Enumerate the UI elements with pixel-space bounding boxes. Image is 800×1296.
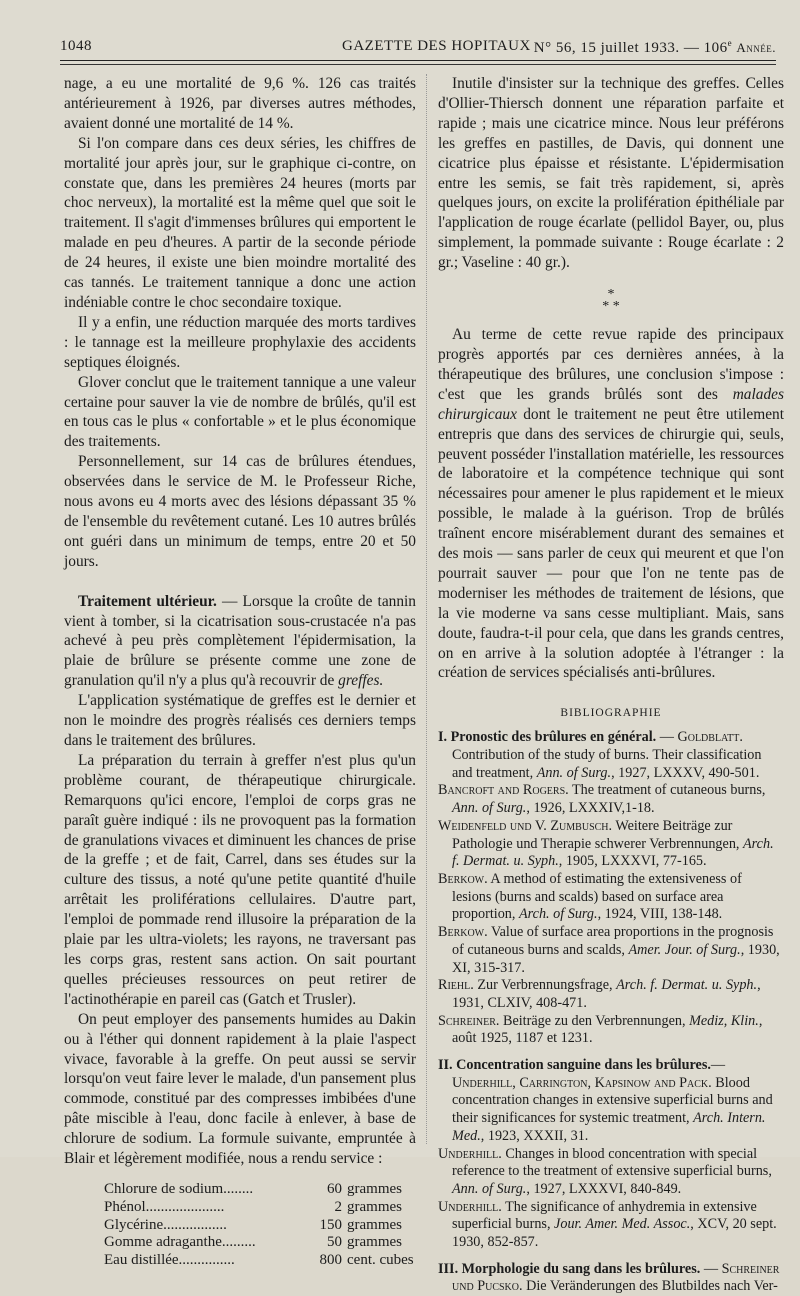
bib-entry	[438, 1057, 784, 1146]
paragraph-italic: malades chirurgicaux	[438, 385, 784, 423]
ingredient: Eau distillée...............	[104, 1252, 235, 1269]
bib-entry	[438, 729, 784, 782]
section-ornament	[438, 289, 784, 313]
issue-text: N° 56, 15 juillet 1933. — 106	[533, 40, 728, 56]
ingredient: Gomme adraganthe.........	[104, 1234, 256, 1251]
bib-entry	[438, 977, 784, 1012]
paragraph: On peut employer des pansements humides au Dakin ou à l'éther qui donnent rapidement à la plaie l'aspect vivace, favorable à la greffe. On peut aussi se servir lorsqu'on veut faire lever le malade, d'un pansement plus commode, constitué par des compresses imbibées d'une pâte miscible à l'eau, donc facile à enlever, à base de chlorure de sodium. La formule suivante, empruntée à Blair et légèrement modifiée, nous a rendu service :	[64, 1010, 416, 1168]
paragraph: Personnellement, sur 14 cas de brûlures étendues, observées dans le service de M. le Professeur Riche, nous avons eu 4 morts avec des lésions dépassant 35 % de l'ensemble du revêtement cutané. Les 10 autres brûlés ont guéri dans un minimum de temps, entre 20 et 50 jours.	[64, 453, 416, 570]
bib-source: Arch. f. Dermat. u. Syph.	[616, 977, 758, 994]
paragraph: L'application systématique de greffes est le dernier et non le moindre des progrès réalisés ces derniers temps dans le traitement des brûlures.	[64, 692, 416, 749]
bib-end: , 1930, XI, 315-317.	[452, 941, 780, 976]
bib-end: , 1927, LXXXV, 490-501.	[611, 764, 760, 781]
ingredient: Glycérine.................	[104, 1216, 227, 1233]
bib-text: The significance of anhydremia in extensive superficial burns,	[452, 1198, 757, 1233]
bib-entry	[438, 1199, 784, 1252]
bib-author: — Goldblatt.	[656, 729, 743, 746]
bib-source: Ann. of Surg.	[452, 1180, 527, 1197]
bib-author: Underhill.	[438, 1198, 502, 1215]
bib-end: , 1923, XXXII, 31.	[480, 1127, 589, 1144]
issue-info	[534, 38, 776, 57]
unit: grammes	[347, 1234, 402, 1251]
bib-entry	[438, 1146, 784, 1199]
bib-source: Arch. f. Dermat. u. Syph.	[452, 835, 774, 870]
paragraph-conclusion	[438, 325, 784, 683]
bib-source: Ann. of Surg.	[536, 764, 612, 781]
quantity: 60	[327, 1180, 342, 1197]
bib-text: Weitere Beiträge zur Pathologie und Therapie schwerer Verbrennungen,	[452, 817, 744, 852]
bib-text: The treatment of cutaneous burns,	[568, 782, 766, 799]
bib-end: , 1927, LXXXVI, 840-849.	[526, 1180, 682, 1197]
recipe-row	[104, 1234, 414, 1252]
bib-entry	[438, 782, 784, 817]
bib-text: A method of estimating the extensiveness of lesions (burns and scalds) based on surface area proportion,	[452, 871, 742, 923]
bib-text: Value of surface area proportions in the prognosis of cutaneous burns and scalds,	[452, 924, 774, 958]
unit: cent. cubes	[347, 1252, 414, 1269]
quantity: 50	[327, 1234, 342, 1251]
bib-entry	[438, 1013, 784, 1048]
issue-sup: e	[727, 38, 733, 48]
paragraph: Si l'on compare dans ces deux séries, les chiffres de mortalité jour après jour, sur le graphique ci-contre, on constate que, dans les premières 24 heures (morts par choc nerveux), la mortalité est la même quel que soit le traitement. Il s'agit d'immenses brûlures qui emportent le malade en peu d'heures. A partir de la seconde période de 24 heures, il existe une bien moindre mortalité des cas tannés. Le traitement tannique a donc une action indéniable contre le choc secondaire toxique.	[64, 134, 416, 311]
bib-author: Bancroft and Rogers.	[438, 782, 569, 799]
bib-author: Weidenfeld und V. Zumbusch.	[438, 817, 613, 834]
bib-end: , 1931, CLXIV, 408-471.	[452, 977, 761, 1011]
bib-source: Jour. Amer. Med. Assoc.	[554, 1216, 691, 1233]
running-header	[60, 38, 776, 60]
bib-section-heading: I. Pronostic des brûlures en général.	[438, 729, 657, 746]
bib-end: , 1924, VIII, 138-148.	[597, 906, 723, 923]
bib-text: Beiträge zu den Verbrennungen,	[499, 1012, 690, 1029]
journal-title: GAZETTE DES HOPITAUX	[342, 38, 531, 54]
bib-author: Riehl.	[438, 977, 474, 994]
left-column	[64, 74, 416, 1270]
bib-source: Arch. Intern. Med.	[452, 1110, 766, 1144]
bib-source: Arch. of Surg.	[519, 906, 598, 923]
bib-end: , 1926, LXXXIV,1-18.	[526, 800, 655, 817]
ingredient: Phénol.....................	[104, 1198, 225, 1215]
header-rule-thin	[60, 64, 776, 65]
bib-author: Berkow.	[438, 871, 488, 887]
spacer	[64, 572, 416, 592]
paragraph-text: Au terme de cette revue rapide des principaux progrès apportés par ces dernières années, à la thérapeutique des brûlures, une conclusion s'impose : c'est que les grands brûlés sont des	[438, 326, 784, 403]
bib-author: — Schreiner und Pucsko.	[452, 1260, 780, 1295]
bib-text: Blood concentration changes in extensive superficial burns and their significances for systemic treatment,	[452, 1074, 773, 1127]
bib-text: Zur Verbrennungsfrage,	[473, 977, 617, 994]
bib-section-heading: III. Morphologie du sang dans les brûlures.	[438, 1260, 701, 1277]
quantity: 150	[319, 1216, 342, 1233]
paragraph-italic: greffes.	[338, 672, 384, 690]
unit: grammes	[347, 1216, 402, 1233]
bib-entry	[438, 1261, 784, 1296]
bib-entry	[438, 818, 784, 871]
quantity: 800	[319, 1252, 342, 1269]
bib-author: — Underhill, Carrington, Kapsinow and Pack.	[452, 1057, 726, 1091]
recipe-row	[104, 1217, 414, 1235]
unit: grammes	[347, 1198, 402, 1215]
ingredient: Chlorure de sodium........	[104, 1180, 254, 1197]
recipe-table	[104, 1181, 414, 1270]
asterism-bottom: * *	[602, 299, 620, 315]
paragraph-section	[64, 592, 416, 692]
bib-text: Die Veränderungen des Blutbildes nach Ver-	[522, 1278, 778, 1295]
recipe-row	[104, 1252, 414, 1270]
paragraph: La préparation du terrain à greffer n'est plus qu'un problème courant, de thérapeutique chirurgicale. Remarquons qu'ici encore, l'emploi de corps gras ne paraît guère indiqué : ils ne provoquent pas la formation de granulations vivaces et diminuent les chances de prise de la greffe ; et de fait, Carrel, dans ses études sur la culture des tissus, a noté qu'une petite quantité d'huile arrêtait les proliférations cellulaires. D'autre part, l'emploi de pommade rend illusoire la préparation de la plaie par les ultra-violets; les rayons, ne traversant pas les corps gras, restent sans action. On sait pourtant quelles précieuses ressources on peut retirer de l'actinothérapie en pareil cas (Gatch et Trusler).	[64, 751, 416, 1008]
section-heading: Traitement ultérieur.	[78, 592, 217, 610]
bib-source: Mediz, Klin.	[689, 1012, 759, 1029]
bib-entry	[438, 924, 784, 977]
bib-entry	[438, 871, 784, 924]
bib-end: , août 1925, 1187 et 1231.	[452, 1012, 763, 1047]
bib-text: Changes in blood concentration with special reference to the treatment of extensive superficial burns,	[452, 1145, 772, 1180]
bib-section-heading: II. Concentration sanguine dans les brûlures.	[438, 1057, 711, 1074]
bib-author: Berkow.	[438, 924, 488, 941]
bib-source: Ann. of Surg.	[452, 800, 527, 817]
paragraph: Glover conclut que le traitement tannique a une valeur certaine pour sauver la vie de nombre de brûlés, qu'il est en tous cas le plus « confortable » et le plus économique des traitements.	[64, 373, 416, 451]
unit: grammes	[347, 1180, 402, 1197]
bibliography	[438, 729, 784, 1296]
asterism-top: *	[607, 287, 615, 303]
quantity: 2	[334, 1198, 342, 1215]
bibliography-title: BIBLIOGRAPHIE	[560, 707, 662, 720]
bib-text: Contribution of the study of burns. Their classification and treatment,	[452, 747, 762, 781]
header-rule	[60, 60, 776, 61]
bib-end: , XCV, 20 sept. 1930, 852-857.	[452, 1216, 777, 1251]
paragraph: Il y a enfin, une réduction marquée des morts tardives : le tannage est la meilleure prophylaxie des accidents septiques éloignés.	[64, 313, 416, 371]
bib-author: Underhill.	[438, 1145, 502, 1162]
recipe-row	[104, 1181, 414, 1199]
paragraph-text: — Lorsque la croûte de tannin vient à tomber, si la cicatrisation sous-crustacée n'a pas achevé à peu près complètement l'épidermisation, la plaie de brûlure se présente comme une zone de granulation qu'il n'y a plus qu'à recouvrir de	[64, 592, 417, 690]
bib-source: Amer. Jour. of Surg.	[628, 941, 741, 958]
paragraph: Inutile d'insister sur la technique des greffes. Celles d'Ollier-Thiersch donnent une réparation parfaite et rapide ; mais une cicatrice mince. Nous leur préférons les greffes en pastilles, de Davis, qui donnent une cicatrice plus épaisse et résistante. L'épidermisation entre les semis, se fait très rapidement, si, après quelques jours, on excite la prolifération épithéliale par l'application de rouge écarlate (pellidol Bayer, ou, plus simplement, la pommade suivante : Rouge écarlate : 2 gr.; Vaseline : 40 gr.).	[438, 75, 784, 272]
issue-end: Année.	[736, 40, 776, 55]
page-number: 1048	[60, 38, 92, 54]
bib-end: , 1905, LXXXVI, 77-165.	[558, 853, 707, 870]
right-column	[438, 74, 784, 1296]
paragraph-text: dont le traitement ne peut être utilement entrepris que dans des services de chirurgie qui, seuls, peuvent posséder l'installation matérielle, les ressources de laboratoire et la compétence technique qui sont nécessaires pour amener le plus rapidement et le mieux possible, le malade à la guérison. Trop de brûlés traînent encore misérablement durant des semaines et des mois — sans parler de ceux qui meurent et que l'on pourrait sauver — pour que l'on ne tente pas de moderniser les méthodes de traitement de lésions, que la vie moderne va sans cesse multipliant. Mais, sans doute, faudra-t-il pour cela, que dans les grands centres, on en arrive à la solution adoptée à l'étranger : la création de services spécialisés anti-brûlures.	[438, 405, 784, 682]
bib-author: Schreiner.	[438, 1012, 500, 1029]
recipe-row	[104, 1199, 414, 1217]
column-separator	[426, 74, 427, 1144]
paragraph: nage, a eu une mortalité de 9,6 %. 126 cas traités antérieurement à 1926, par diverses autres méthodes, avaient donné une mortalité de 14 %.	[64, 75, 416, 132]
